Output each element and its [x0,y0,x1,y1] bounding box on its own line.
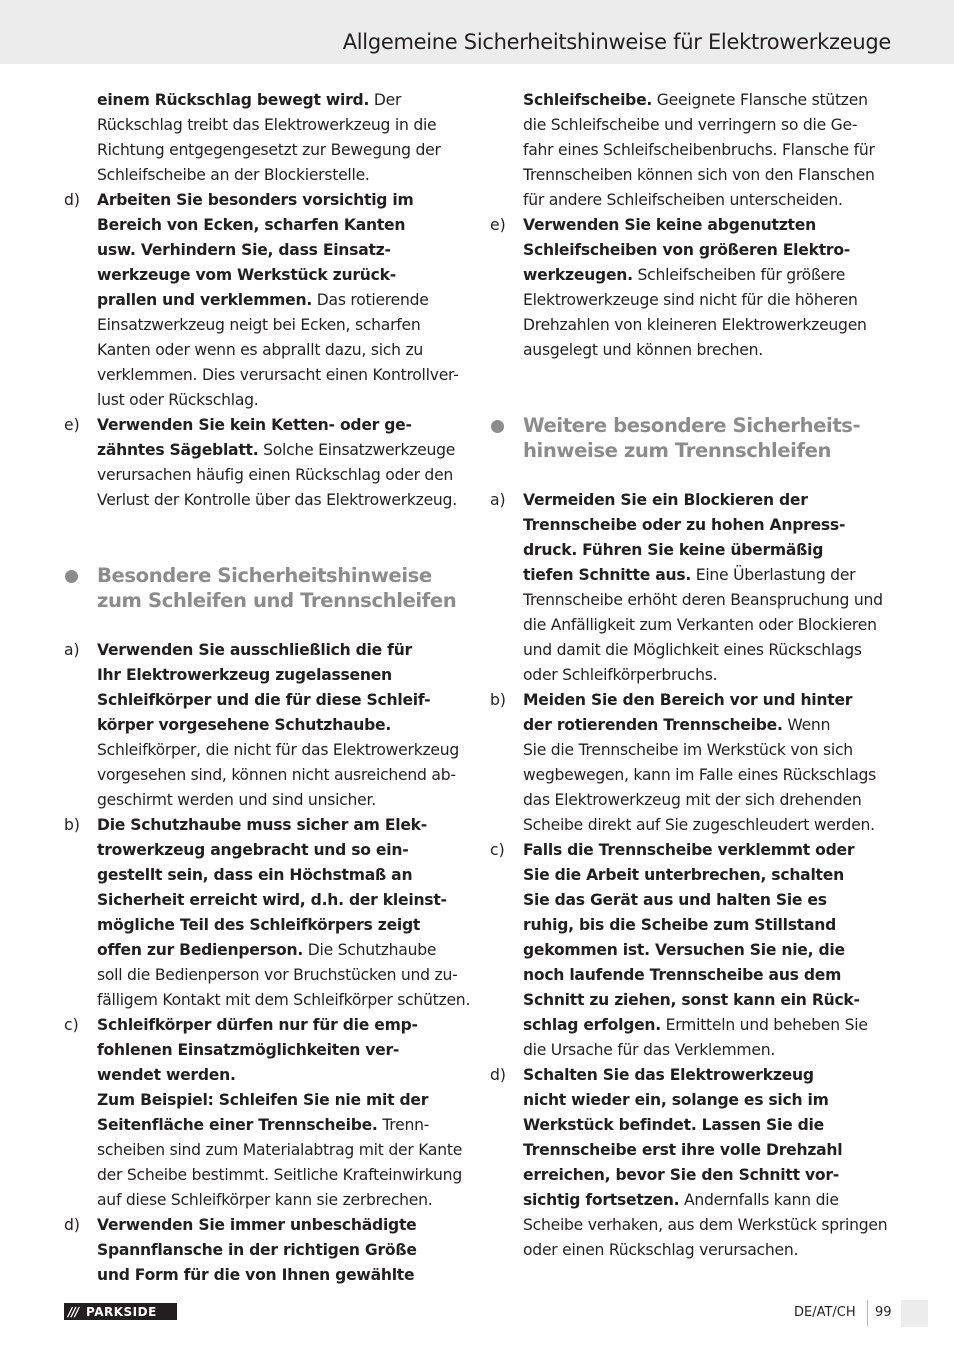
text-line [97,113,468,138]
bold-text: Schnitt zu ziehen, sonst kann ein Rück- [523,991,860,1009]
text-line [523,1138,894,1163]
text-line [97,238,468,263]
bold-text: offen zur Bedienperson. [97,941,304,959]
body-text: Wenn [782,716,831,734]
text-line [523,538,894,563]
text-line [97,688,468,713]
text-line [97,1088,468,1113]
parkside-logo [64,1303,177,1320]
list-item [490,488,894,688]
text-line [97,788,468,813]
item-letter: d) [64,191,80,209]
brand-name: PARKSIDE [86,1304,157,1319]
bold-text: Schalten Sie das Elektrowerkzeug [523,1066,814,1084]
item-letter: c) [64,1016,79,1034]
bold-text: Schleifkörper dürfen nur für die emp- [97,1016,418,1034]
body-text: die Anfälligkeit zum Verkanten oder Blockieren [523,616,877,634]
body-text: Verlust der Kontrolle über das Elektrowerkzeug. [97,491,457,509]
body-text: und damit die Möglichkeit eines Rückschlags [523,641,862,659]
item-letter: b) [490,691,506,709]
text-line [523,113,894,138]
list-item [64,413,468,513]
body-text: Rückschlag treibt das Elektrowerkzeug in die [97,116,437,134]
body-text: Scheibe direkt auf Sie zugeschleudert werden. [523,816,875,834]
text-line [97,1038,468,1063]
text-line [97,1188,468,1213]
bold-text: Seitenfläche einer Trennscheibe. [97,1116,378,1134]
body-text: wegbewegen, kann im Falle eines Rückschlags [523,766,877,784]
text-line [97,388,468,413]
text-line [97,988,470,1013]
text-line [523,338,894,363]
text-line [97,913,470,938]
bold-text: Schleifscheibe. [523,91,653,109]
body-text: Einsatzwerkzeug neigt bei Ecken, scharfen [97,316,421,334]
bold-text: Spannflansche in der richtigen Größe [97,1241,417,1259]
text-line [523,888,894,913]
list-item [490,688,894,838]
text-line [97,1263,468,1288]
language-code: DE/AT/CH [794,1305,856,1320]
right-column [490,88,894,1263]
bold-text: der rotierenden Trennscheibe. [523,716,783,734]
bold-text: sichtig fortsetzen. [523,1191,680,1209]
bold-text: Verwenden Sie kein Ketten- oder ge- [97,416,412,434]
bold-text: Trennscheibe oder zu hohen Anpress- [523,516,846,534]
bold-text: fohlenen Einsatzmöglichkeiten ver- [97,1041,400,1059]
text-line [97,1163,468,1188]
body-text: Die Schutzhaube [303,941,437,959]
text-line [523,788,894,813]
text-line [523,163,894,188]
heading-line: hinweise zum Trennschleifen [523,439,832,462]
bold-text: Zum Beispiel: Schleifen Sie nie mit der [97,1091,429,1109]
text-line [523,763,894,788]
text-line [523,188,894,213]
bold-text: mögliche Teil des Schleifkörpers zeigt [97,916,421,934]
bold-text: körper vorgesehene Schutzhaube. [97,716,392,734]
bold-text: Sie das Gerät aus und halten Sie es [523,891,827,909]
item-letter: c) [490,841,505,859]
text-line [523,613,894,638]
bold-text: zähntes Sägeblatt. [97,441,259,459]
list-item [64,638,468,813]
body-text: Trennscheiben können sich von den Flanschen [523,166,875,184]
bold-text: tiefen Schnitte aus. [523,566,692,584]
text-line [523,988,894,1013]
body-text: Ermitteln und beheben Sie [660,1016,868,1034]
body-text: Richtung entgegengesetzt zur Bewegung der [97,141,441,159]
bold-text: gestellt sein, dass ein Höchstmaß an [97,866,413,884]
bold-text: usw. Verhindern Sie, dass Einsatz- [97,241,391,259]
text-line [523,913,894,938]
body-text: oder einen Rückschlag verursachen. [523,1241,799,1259]
item-letter: b) [64,816,80,834]
list-item [64,1013,468,1213]
text-line [97,363,468,388]
text-line [97,888,470,913]
bullet-icon [64,563,97,588]
bold-text: Verwenden Sie keine abgenutzten [523,216,816,234]
bold-text: schlag erfolgen. [523,1016,661,1034]
bold-text: Werkstück befindet. Lassen Sie die [523,1116,824,1134]
text-line [97,663,468,688]
body-text: der Scheibe bestimmt. Seitliche Krafteinwirkung [97,1166,462,1184]
body-text: verklemmen. Dies verursacht einen Kontrollver- [97,366,459,384]
text-line [97,763,468,788]
heading-line: zum Schleifen und Trennschleifen [97,589,457,612]
body-text: das Elektrowerkzeug mit der sich drehenden [523,791,862,809]
text-line [523,1188,894,1213]
text-line [97,938,470,963]
list-item [64,188,468,413]
bold-text: Ihr Elektrowerkzeug zugelassenen [97,666,392,684]
bold-text: Sicherheit erreicht wird, d.h. der kleinst- [97,891,447,909]
bold-text: Meiden Sie den Bereich vor und hinter [523,691,853,709]
text-line [97,338,468,363]
bold-text: Die Schutzhaube muss sicher am Elek- [97,816,428,834]
list-item [64,813,471,1013]
text-line [523,638,894,663]
bold-text: Schleifkörper und die für diese Schleif- [97,691,431,709]
item-letter: a) [490,491,506,509]
spacer [490,363,894,413]
bold-text: und Form für die von Ihnen gewählte [97,1266,415,1284]
text-line [97,1113,468,1138]
item-letter: d) [490,1066,506,1084]
text-line [97,438,468,463]
text-line [97,488,468,513]
body-text: Schleifkörper, die nicht für das Elektrowerkzeug [97,741,460,759]
text-line [97,1138,468,1163]
body-text: ausgelegt und können brechen. [523,341,763,359]
text-line [523,1113,894,1138]
item-letter: d) [64,1216,80,1234]
bold-text: Verwenden Sie immer unbeschädigte [97,1216,417,1234]
text-line [523,588,894,613]
text-line [523,213,894,238]
text-line [523,738,894,763]
body-text: Der [369,91,402,109]
text-line [523,1038,894,1063]
bold-text: Trennscheibe erst ihre volle Drehzahl [523,1141,843,1159]
item-letter: e) [64,416,80,434]
bold-text: Falls die Trennscheibe verklemmt oder [523,841,855,859]
body-text: vorgesehen sind, können nicht ausreichend ab- [97,766,456,784]
section-heading [490,413,894,463]
text-line [97,188,468,213]
text-line [97,1063,468,1088]
list-item [490,838,894,1063]
text-line [97,713,468,738]
body-text: Schleifscheibe an der Blockierstelle. [97,166,370,184]
bold-text: Sie die Arbeit unterbrechen, schalten [523,866,844,884]
text-line [523,138,894,163]
text-line [523,288,894,313]
text-line [523,1013,894,1038]
text-line [97,288,468,313]
body-text: fahr eines Schleifscheibenbruchs. Flansche für [523,141,875,159]
brand-slashes: /// [68,1304,79,1319]
text-line [97,813,470,838]
text-line [523,713,894,738]
bold-text: wendet werden. [97,1066,236,1084]
bold-text: Verwenden Sie ausschließlich die für [97,641,412,659]
text-line [97,1238,468,1263]
bold-text: prallen und verklemmen. [97,291,313,309]
section-heading [64,563,468,613]
body-text: Trennscheibe erhöht deren Beanspruchung und [523,591,883,609]
text-line [97,463,468,488]
body-text: Solche Einsatzwerkzeuge [258,441,456,459]
item-letter: a) [64,641,80,659]
bold-text: werkzeugen. [523,266,633,284]
text-line [97,313,468,338]
page-number: 99 [875,1305,892,1320]
body-text: Andernfalls kann die [679,1191,839,1209]
bold-text: druck. Führen Sie keine übermäßig [523,541,824,559]
body-text: verursachen häufig einen Rückschlag oder den [97,466,454,484]
body-text: fälligem Kontakt mit dem Schleifkörper schützen. [97,991,471,1009]
text-line [97,263,468,288]
body-text: Das rotierende [312,291,429,309]
body-text: auf diese Schleifkörper kann sie zerbrechen. [97,1191,433,1209]
bold-text: Schleifscheiben von größeren Elektro- [523,241,851,259]
bold-text: noch laufende Trennscheibe aus dem [523,966,842,984]
text-line [523,938,894,963]
text-line [523,688,894,713]
bold-text: erreichen, bevor Sie den Schnitt vor- [523,1166,839,1184]
left-column [64,88,471,1288]
text-line [97,138,468,163]
bold-text: Bereich von Ecken, scharfen Kanten [97,216,406,234]
bold-text: Vermeiden Sie ein Blockieren der [523,491,808,509]
text-line [97,163,468,188]
bold-text: Arbeiten Sie besonders vorsichtig im [97,191,414,209]
spacer [490,463,894,488]
bold-text: einem Rückschlag bewegt wird. [97,91,370,109]
body-text: geschirmt werden und sind unsicher. [97,791,376,809]
text-line [523,663,894,688]
bold-text: nicht wieder ein, solange es sich im [523,1091,829,1109]
text-line [523,1163,894,1188]
body-text: scheiben sind zum Materialabtrag mit der Kante [97,1141,463,1159]
body-text: die Schleifscheibe und verringern so die Ge- [523,116,858,134]
list-item [490,1063,894,1263]
text-line [523,963,894,988]
text-line [97,738,468,763]
spacer [64,513,468,563]
page-tab-box [901,1300,928,1327]
text-line [523,813,894,838]
text-line [97,1013,468,1038]
text-line [523,563,894,588]
body-text: Geeignete Flansche stützen [652,91,868,109]
text-line [523,1213,894,1238]
text-line [523,513,894,538]
bold-text: werkzeuge vom Werkstück zurück- [97,266,396,284]
body-text: lust oder Rückschlag. [97,391,259,409]
text-line [97,963,470,988]
text-line [523,88,894,113]
body-text: Drehzahlen von kleineren Elektrowerkzeugen [523,316,867,334]
text-line [97,213,468,238]
list-item [64,88,468,188]
text-line [523,238,894,263]
item-letter: e) [490,216,506,234]
list-item [490,88,894,213]
text-line [97,838,470,863]
bold-text: ruhig, bis die Scheibe zum Stillstand [523,916,836,934]
footer-divider [867,1300,868,1326]
heading-line: Besondere Sicherheitshinweise [97,564,432,587]
list-item [490,213,894,363]
body-text: für andere Schleifscheiben unterscheiden. [523,191,843,209]
text-line [523,488,894,513]
body-text: Schleifscheiben für größere [632,266,846,284]
text-line [97,413,468,438]
text-line [97,638,468,663]
body-text: Trenn- [377,1116,430,1134]
page-title: Allgemeine Sicherheitshinweise für Elektrowerkzeuge [342,30,891,54]
spacer [64,613,468,638]
text-line [97,1213,468,1238]
body-text: Sie die Trennscheibe im Werkstück von sich [523,741,853,759]
body-text: Kanten oder wenn es abprallt dazu, sich zu [97,341,424,359]
text-line [523,863,894,888]
body-text: Eine Überlastung der [691,566,856,584]
bold-text: trowerkzeug angebracht und so ein- [97,841,409,859]
text-line [97,863,470,888]
body-text: soll die Bedienperson vor Bruchstücken und zu- [97,966,458,984]
bold-text: gekommen ist. Versuchen Sie nie, die [523,941,845,959]
body-text: oder Schleifkörperbruchs. [523,666,718,684]
text-line [523,313,894,338]
bullet-icon [490,413,523,438]
text-line [523,1238,894,1263]
text-line [523,838,894,863]
text-line [523,1063,894,1088]
text-line [523,1088,894,1113]
body-text: die Ursache für das Verklemmen. [523,1041,776,1059]
body-text: Elektrowerkzeuge sind nicht für die höheren [523,291,858,309]
list-item [64,1213,468,1288]
text-line [97,88,468,113]
heading-line: Weitere besondere Sicherheits- [523,414,861,437]
text-line [523,263,894,288]
body-text: Scheibe verhaken, aus dem Werkstück springen [523,1216,888,1234]
